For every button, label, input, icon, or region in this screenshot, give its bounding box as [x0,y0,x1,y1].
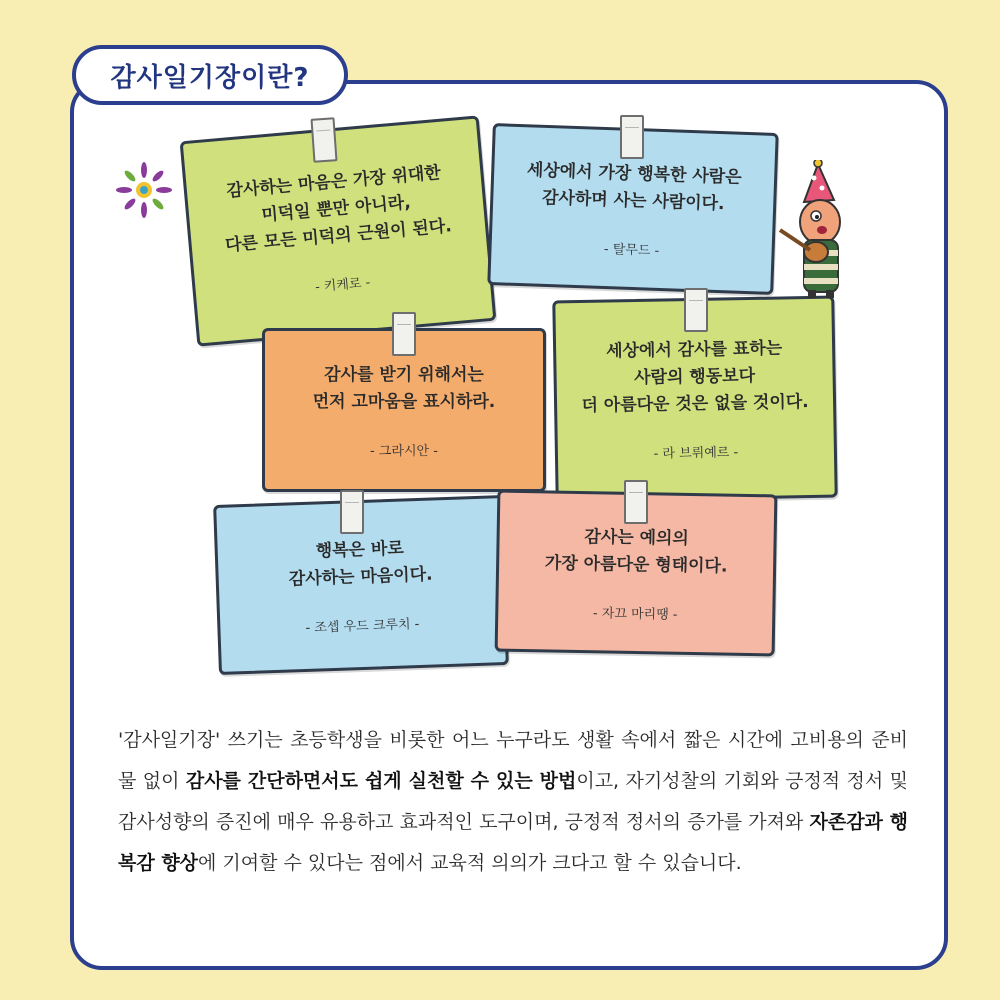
description-bold-1: 감사를 간단하면서도 쉽게 실천할 수 있는 방법 [185,770,577,792]
quote-text: 감사를 받기 위해서는 먼저 고마움을 표시하라. [312,364,496,412]
tape-strip [392,312,416,356]
quote-text: 세상에서 감사를 표하는 사람의 행동보다 더 아름다운 것은 없을 것이다. [581,338,809,416]
tape-strip [310,117,337,163]
quote-card-cicero [180,115,497,346]
quote-text: 세상에서 가장 행복한 사람은 감사하며 사는 사람이다. [526,159,742,214]
description-paragraph [118,720,908,884]
flower-icon [112,158,176,222]
description-part-1: '감사일기장' 쓰기는 초등학생을 비롯한 어느 누구라도 생활 속에서 짧은 시간에 고비용의 준비물 없이 [118,729,908,792]
tape-strip [340,490,364,534]
description-text [118,720,908,884]
quote-author: - 키케로 - [314,275,371,296]
description-part-2: 이고, 자기성찰의 기회와 긍정적 정서 및 감사성향의 증진에 매우 유용하고 효과적인 도구이며, 긍정적 정서의 증가를 가져와 [118,770,908,833]
quote-author: - 자끄 마리땡 - [592,605,678,623]
quote-text: 감사는 예의의 가장 아름다운 형태이다. [544,526,728,577]
description-bold-2: 자존감과 행복감 향상 [118,811,908,874]
quote-author: - 그라시안 - [370,443,438,459]
tape-strip [620,115,644,159]
quote-author: - 라 브뤼예르 - [653,445,739,462]
title-badge [72,45,348,105]
quote-author: - 조셉 우드 크루치 - [305,616,420,636]
page-title: 감사일기장이란? [110,62,310,93]
quote-text: 감사하는 마음은 가장 위대한 미덕일 뿐만 아니라, 다른 모든 미덕의 근원이 된다. [224,162,453,256]
description-part-3: 에 기여할 수 있다는 점에서 교육적 의의가 크다고 할 수 있습니다. [198,852,742,874]
quote-author: - 탈무드 - [603,241,660,259]
quote-text: 행복은 바로 감사하는 마음이다. [288,537,433,590]
party-character-illustration [770,160,860,300]
tape-strip [684,288,708,332]
tape-strip [624,480,648,524]
